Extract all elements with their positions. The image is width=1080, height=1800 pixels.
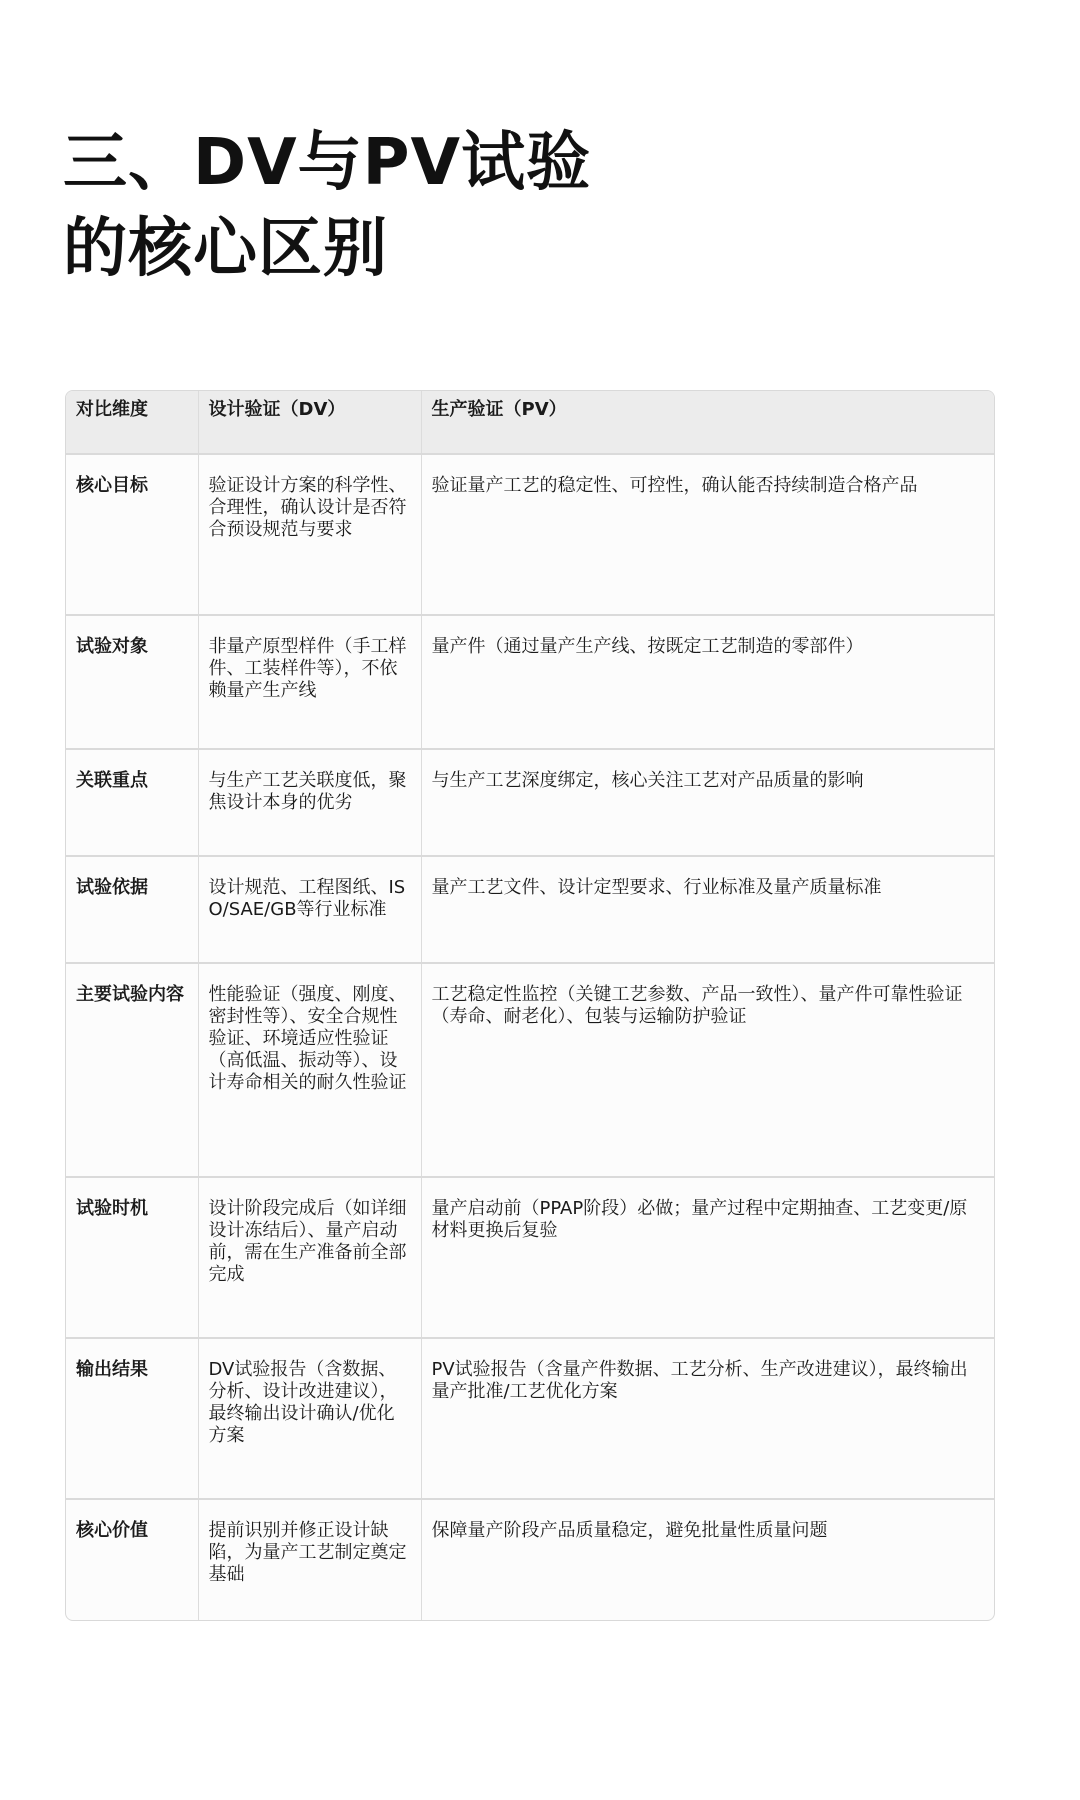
table-row bbox=[66, 1499, 994, 1621]
row-dv-cell: 设计阶段完成后（如详细设计冻结后）、量产启动前，需在生产准备前全部完成 bbox=[198, 1177, 421, 1338]
table-row bbox=[66, 856, 994, 963]
page-title-line-2: 的核心区别 bbox=[63, 212, 388, 286]
table-row bbox=[66, 963, 994, 1177]
header-dimension: 对比维度 bbox=[66, 391, 198, 454]
row-dv-cell: 设计规范、工程图纸、ISO/SAE/GB等行业标准 bbox=[198, 856, 421, 963]
dv-pv-comparison-table bbox=[66, 391, 994, 1621]
row-pv-cell: 工艺稳定性监控（关键工艺参数、产品一致性）、量产件可靠性验证（寿命、耐老化）、包装与运输防护验证 bbox=[421, 963, 994, 1177]
header-dv: 设计验证（DV） bbox=[198, 391, 421, 454]
row-dimension: 核心价值 bbox=[66, 1499, 198, 1621]
row-pv-cell: 保障量产阶段产品质量稳定，避免批量性质量问题 bbox=[431, 1520, 828, 1541]
header-pv: 生产验证（PV） bbox=[421, 391, 994, 454]
row-dimension: 关联重点 bbox=[66, 749, 198, 856]
row-dimension: 试验对象 bbox=[66, 615, 198, 749]
table-header-row bbox=[66, 391, 994, 454]
row-pv-cell: 验证量产工艺的稳定性、可控性，确认能否持续制造合格产品 bbox=[421, 454, 994, 615]
row-dv-cell: 验证设计方案的科学性、合理性，确认设计是否符合预设规范与要求 bbox=[198, 454, 421, 615]
table-row bbox=[66, 749, 994, 856]
row-pv-cell: 量产工艺文件、设计定型要求、行业标准及量产质量标准 bbox=[421, 856, 994, 963]
row-dimension: 主要试验内容 bbox=[66, 963, 198, 1177]
row-pv-cell: 量产件（通过量产生产线、按既定工艺制造的零部件） bbox=[421, 615, 994, 749]
row-dimension: 试验时机 bbox=[66, 1177, 198, 1338]
row-dv-cell: 提前识别并修正设计缺陷，为量产工艺制定奠定基础 bbox=[198, 1499, 421, 1621]
row-dv-cell: 非量产原型样件（手工样件、工装样件等），不依赖量产生产线 bbox=[198, 615, 421, 749]
row-dimension: 输出结果 bbox=[66, 1338, 198, 1499]
table-row bbox=[66, 454, 994, 615]
row-dv-cell: 性能验证（强度、刚度、密封性等）、安全合规性验证、环境适应性验证（高低温、振动等）、设计寿命相关的耐久性验证 bbox=[198, 963, 421, 1177]
table-row bbox=[66, 1177, 994, 1338]
row-pv-cell: 与生产工艺深度绑定，核心关注工艺对产品质量的影响 bbox=[421, 749, 994, 856]
table-row bbox=[66, 1338, 994, 1499]
row-pv-cell: PV试验报告（含量产件数据、工艺分析、生产改进建议），最终输出量产批准/工艺优化方案 bbox=[421, 1338, 994, 1499]
comparison-table-container bbox=[65, 390, 995, 1621]
row-dimension: 核心目标 bbox=[66, 454, 198, 615]
row-dimension: 试验依据 bbox=[66, 856, 198, 963]
row-dv-cell: 与生产工艺关联度低，聚焦设计本身的优劣 bbox=[198, 749, 421, 856]
row-pv-cell: 量产启动前（PPAP阶段）必做；量产过程中定期抽查、工艺变更/原材料更换后复验 bbox=[421, 1177, 994, 1338]
table-row bbox=[66, 615, 994, 749]
row-dv-cell: DV试验报告（含数据、分析、设计改进建议），最终输出设计确认/优化方案 bbox=[198, 1338, 421, 1499]
page-title bbox=[63, 120, 963, 292]
page-title-line-1: 三、DV与PV试验 bbox=[63, 126, 592, 200]
